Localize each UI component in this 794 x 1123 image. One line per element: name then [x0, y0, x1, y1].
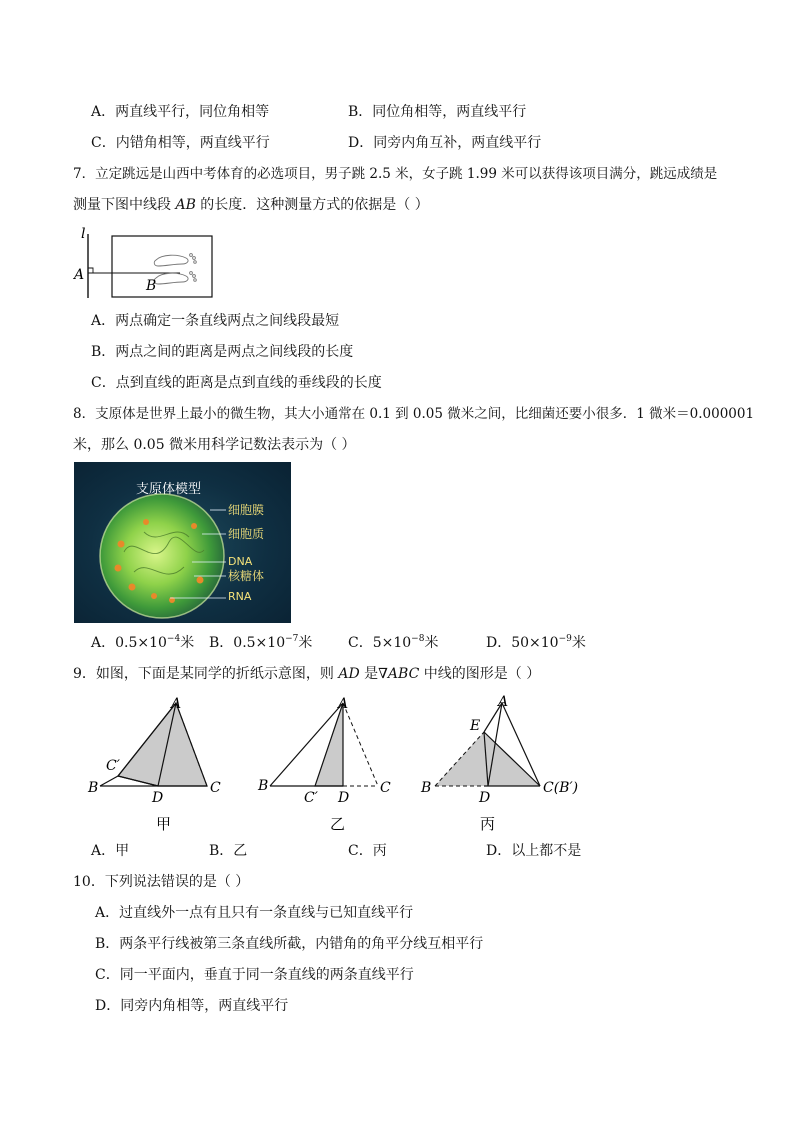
q9-option-b: B．乙 [209, 843, 248, 859]
footprint-icon [154, 254, 196, 284]
label-membrane: 细胞膜 [228, 503, 265, 517]
label-c-1: C [210, 780, 221, 796]
image-title: 支原体模型 [136, 482, 202, 497]
label-b-1: B [88, 780, 99, 796]
q7-option-c: C．点到直线的距离是点到直线的垂线段的长度 [91, 375, 382, 391]
label-l: l [81, 226, 86, 242]
label-rna: RNA [228, 590, 252, 603]
q9-option-d: D．以上都不是 [486, 843, 582, 859]
label-cytoplasm: 细胞质 [228, 527, 265, 541]
q10-option-b: B．两条平行线被第三条直线所截，内错角的角平分线互相平行 [95, 936, 484, 952]
figure-bing [420, 694, 578, 806]
q6-option-c: C．内错角相等，两直线平行 [91, 135, 270, 151]
q7-stem-line2: 测量下图中线段 AB 的长度．这种测量方式的依据是（ ） [73, 197, 429, 213]
figure-yi [257, 696, 391, 806]
q7-option-a: A．两点确定一条直线两点之间线段最短 [91, 313, 340, 329]
long-jump-figure [70, 224, 220, 300]
label-d-3: D [479, 790, 491, 806]
label-b: B [146, 278, 157, 294]
label-dna: DNA [228, 555, 253, 568]
q9-option-a: A．甲 [91, 843, 130, 859]
q10-stem: 10．下列说法错误的是（ ） [73, 874, 250, 890]
q7-stem-line1: 7．立定跳远是山西中考体育的必选项目，男子跳 2.5 米，女子跳 1.99 米可以获得该项目满分，跳远成绩是 [73, 166, 718, 182]
q10-option-d: D．同旁内角相等，两直线平行 [95, 998, 289, 1014]
label-d-1: D [152, 790, 164, 806]
mycoplasma-model-image [74, 462, 291, 623]
q8-option-a: A．$0.5\times 10^{-4}$米 [91, 634, 195, 651]
label-c-prime-1: C′ [106, 758, 120, 774]
q6-option-a: A．两直线平行，同位角相等 [91, 104, 270, 120]
label-a-3: A [498, 694, 509, 710]
folding-figures [80, 688, 600, 838]
label-c-b-prime-3: C(B′) [543, 780, 579, 796]
label-ribosome: 核糖体 [228, 569, 265, 583]
q6-option-d: D．同旁内角互补，两直线平行 [348, 135, 542, 151]
caption-yi: 乙 [330, 815, 346, 833]
label-e-3: E [470, 718, 481, 734]
caption-jia: 甲 [156, 815, 172, 833]
q8-option-c: C．$5\times 10^{-8}$米 [348, 634, 439, 651]
figure-jia [87, 696, 221, 806]
q6-option-b: B．同位角相等，两直线平行 [348, 104, 527, 120]
q8-stem-line1: 8．支原体是世界上最小的微生物，其大小通常在 0.1 到 0.05 微米之间，比细菌还要小很多．1 微米＝0.000001 [73, 406, 755, 422]
label-a: A [74, 267, 85, 283]
label-d-2: D [338, 790, 350, 806]
caption-bing: 丙 [480, 815, 496, 833]
segment-ab: AB [175, 197, 196, 213]
q9-option-c: C．丙 [348, 843, 387, 859]
q7-option-b: B．两点之间的距离是两点之间线段的长度 [91, 344, 354, 360]
q10-option-c: C．同一平面内，垂直于同一条直线的两条直线平行 [95, 967, 414, 983]
label-c-2: C [380, 780, 391, 796]
label-b-2: B [258, 778, 269, 794]
label-a-2: A [338, 696, 349, 712]
q8-option-d: D．$50\times 10^{-9}$米 [486, 634, 586, 651]
q9-stem: 9．如图，下面是某同学的折纸示意图，则 AD 是∇ABC 中线的图形是（ ） [73, 666, 541, 682]
label-b-3: B [421, 780, 432, 796]
q8-option-b: B．$0.5\times 10^{-7}$米 [209, 634, 313, 651]
label-a-1: A [171, 696, 182, 712]
q10-option-a: A．过直线外一点有且只有一条直线与已知直线平行 [95, 905, 414, 921]
q8-stem-line2: 米，那么 0.05 微米用科学记数法表示为（ ） [73, 437, 356, 453]
label-c-prime-2: C′ [304, 790, 318, 806]
